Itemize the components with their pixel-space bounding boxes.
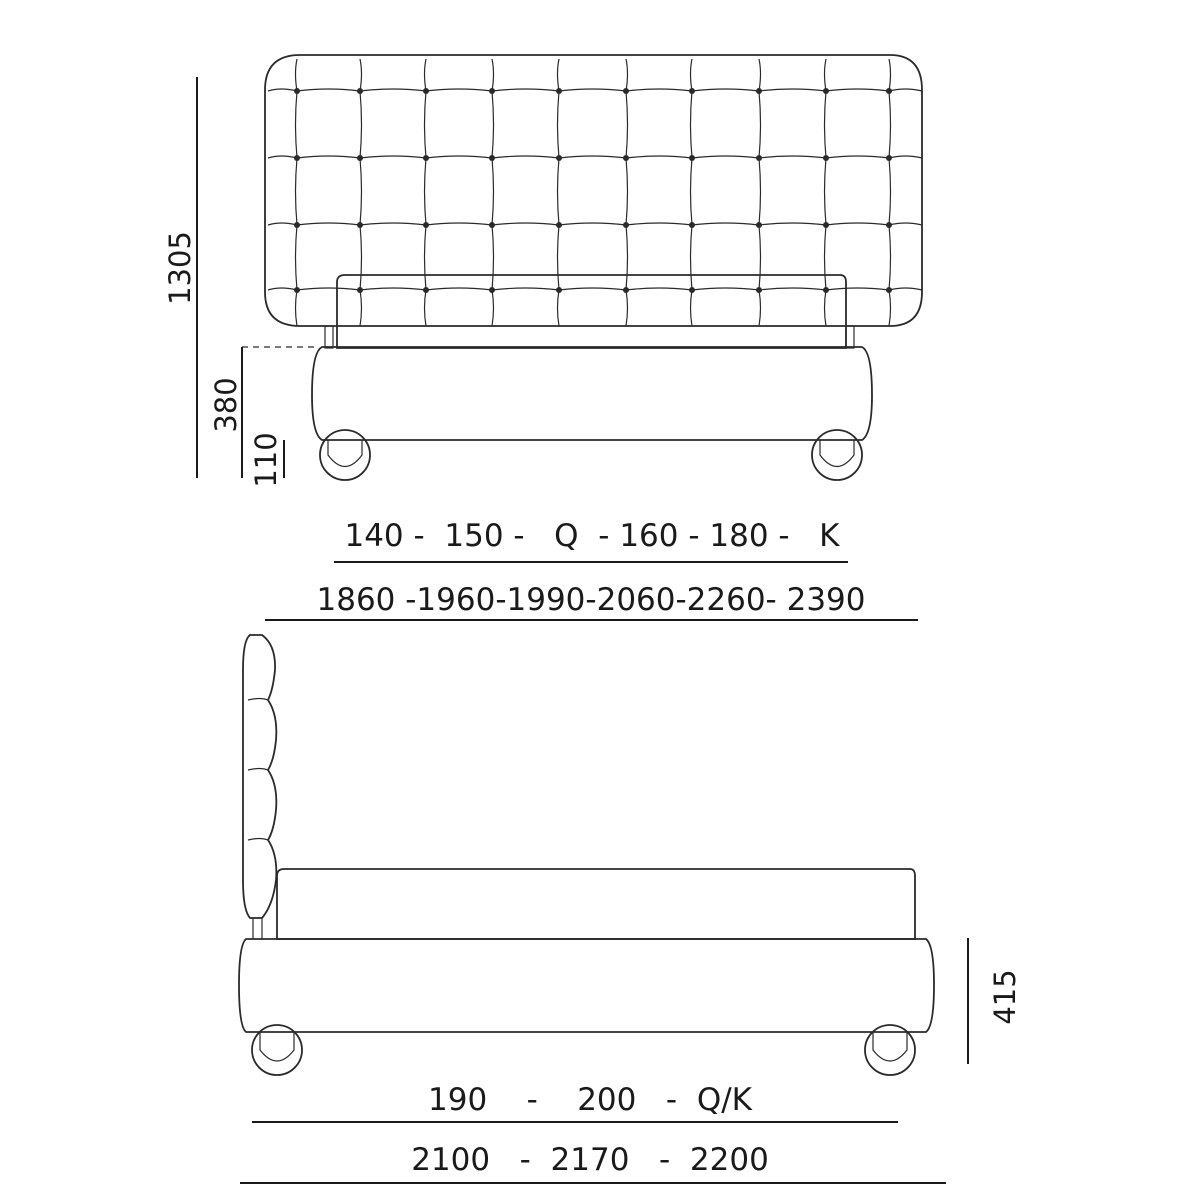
tufting-button [556, 222, 562, 228]
headboard-vertical-seam [889, 59, 891, 326]
side-base-height-label: 415 [988, 969, 1022, 1025]
tufting-button [886, 222, 892, 228]
bed-base-front [312, 347, 872, 440]
tufting-button [357, 287, 363, 293]
base-height-label: 380 [209, 377, 243, 433]
tufting-button [357, 155, 363, 161]
tufting-button [756, 222, 762, 228]
mattress-front [337, 275, 846, 348]
foot-left-front [320, 430, 370, 480]
tufting-button [823, 88, 829, 94]
headboard-vertical-seam [425, 59, 427, 326]
tufting-button [357, 88, 363, 94]
tufting-button [489, 287, 495, 293]
tufting-button [886, 155, 892, 161]
headboard-vertical-seam [296, 59, 298, 326]
tufting-button [623, 88, 629, 94]
tufting-button [294, 88, 300, 94]
tufting-button [556, 287, 562, 293]
headboard-side [243, 635, 276, 918]
tufting-button [489, 88, 495, 94]
tufting-button [556, 155, 562, 161]
foot-right-front [812, 430, 862, 480]
tufting-button [886, 287, 892, 293]
tufting-button [623, 287, 629, 293]
tufting-button [423, 88, 429, 94]
tufting-button [689, 222, 695, 228]
headboard-post-left [325, 326, 333, 348]
headboard-vertical-seam [759, 59, 761, 326]
front-view [163, 55, 922, 620]
tufting-button [823, 222, 829, 228]
headboard-front [265, 55, 922, 326]
tufting-button [689, 155, 695, 161]
front-width-row-1: 140 - 150 - Q - 160 - 180 - K [344, 518, 840, 554]
tufting-button [756, 287, 762, 293]
tufting-button [357, 222, 363, 228]
tufting-button [756, 88, 762, 94]
tufting-button [556, 88, 562, 94]
side-length-row-2: 2100 - 2170 - 2200 [411, 1142, 769, 1178]
headboard-vertical-seam [360, 59, 362, 326]
headboard-vertical-seam [558, 59, 560, 326]
tufting-button [823, 155, 829, 161]
tufting-button [689, 287, 695, 293]
tufting-button [689, 88, 695, 94]
tufting-button [423, 222, 429, 228]
foot-height-label: 110 [249, 432, 283, 488]
tufting-button [294, 155, 300, 161]
mattress-side [277, 869, 915, 939]
headboard-outline [265, 55, 922, 326]
tufting-button [489, 222, 495, 228]
headboard-vertical-seam [691, 59, 693, 326]
side-view [239, 635, 1022, 1183]
tufting-button [886, 88, 892, 94]
front-width-row-2: 1860 -1960-1990-2060-2260- 2390 [316, 582, 866, 618]
headboard-post-right [846, 326, 854, 348]
total-height-label: 1305 [163, 231, 197, 305]
headboard-vertical-seam [825, 59, 827, 326]
tufting-button [823, 287, 829, 293]
tufting-button [423, 155, 429, 161]
headboard-side-seams [248, 699, 268, 841]
tufting-button [623, 222, 629, 228]
tufting-button [294, 287, 300, 293]
tufting-button [756, 155, 762, 161]
headboard-vertical-seam [492, 59, 494, 326]
bed-base-side [239, 939, 934, 1032]
tufting-button [623, 155, 629, 161]
headboard-vertical-seam [626, 59, 628, 326]
tufting-button [423, 287, 429, 293]
tufting-button [294, 222, 300, 228]
tufting-button [489, 155, 495, 161]
side-length-row-1: 190 - 200 - Q/K [428, 1082, 752, 1118]
